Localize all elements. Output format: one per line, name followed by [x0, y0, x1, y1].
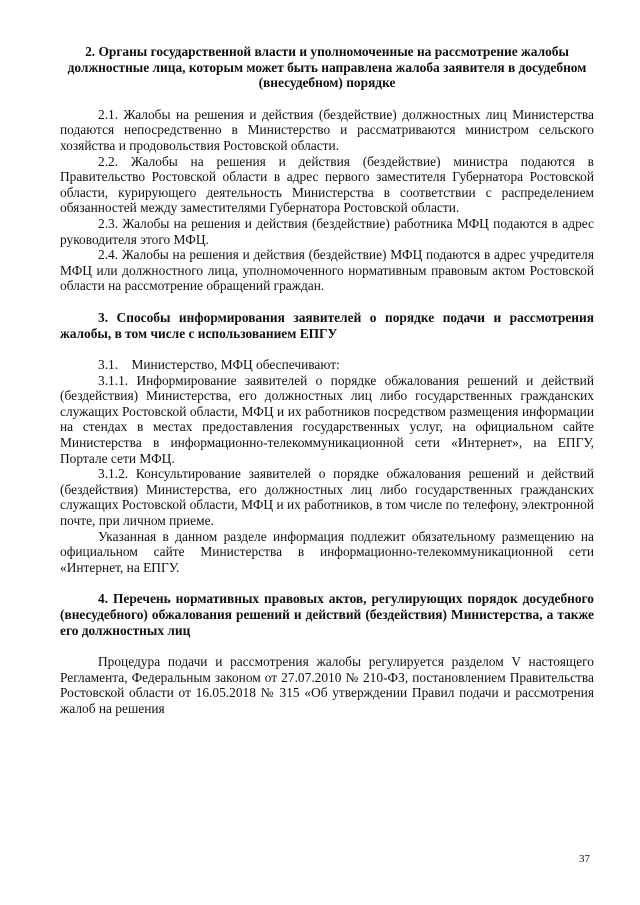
- section-3-heading: 3. Способы информирования заявителей о порядке подачи и рассмотрения жалобы, в том числе с использованием ЕПГУ: [60, 309, 594, 341]
- section-4-heading: 4. Перечень нормативных правовых актов, регулирующих порядок досудебного (внесудебного) обжалования решений и действий (бездействия) Министерства, а также его должностных лиц: [60, 591, 594, 638]
- paragraph-3-1: 3.1. Министерство, МФЦ обеспечивают:: [98, 357, 340, 373]
- paragraph-2-3: 2.3. Жалобы на решения и действия (бездействие) работника МФЦ подаются в адрес руководителя этого МФЦ.: [60, 215, 594, 247]
- paragraph-3-1-1: 3.1.1. Информирование заявителей о порядке обжалования решений и действий (бездействия) Министерства, его должностных лиц либо государственных гражданских служащих Ростовской области, МФЦ и их работников посредством размещения информации на стендах в местах предоставления государственных услуг, на официальном сайте Министерства в информационно-телекоммуникационной сети «Интернет», на ЕПГУ, Портале сети МФЦ.: [60, 372, 594, 466]
- paragraph-2-1: 2.1. Жалобы на решения и действия (бездействие) должностных лиц Министерства подаются непосредственно в Министерство и рассматриваются министром сельского хозяйства и продовольствия Ростовской области.: [60, 106, 594, 153]
- document-page: [60, 44, 594, 717]
- paragraph-4-1: Процедура подачи и рассмотрения жалобы регулируется разделом V настоящего Регламента, Федеральным законом от 27.07.2010 № 210-ФЗ, постановлением Правительства Ростовской области от 16.05.2018 № 315 «Об утверждении Правил подачи и рассмотрения жалоб на решения: [60, 654, 594, 716]
- paragraph-2-4: 2.4. Жалобы на решения и действия (бездействие) МФЦ подаются в адрес учредителя МФЦ или должностного лица, уполномоченного нормативным правовым актом Ростовской области на рассмотрение обращений граждан.: [60, 247, 594, 294]
- paragraph-3-1-2: 3.1.2. Консультирование заявителей о порядке обжалования решений и действий (бездействия) Министерства, его должностных лиц либо государственных гражданских служащих Ростовской области, МФЦ и их работников, в том числе по телефону, электронной почте, при личном приеме.: [60, 466, 594, 529]
- section-2-heading: 2. Органы государственной власти и уполномоченные на рассмотрение жалобы должностные лица, которым может быть направлена жалоба заявителя в досудебном (внесудебном) порядке: [67, 44, 587, 91]
- paragraph-3-note: Указанная в данном разделе информация подлежит обязательному размещению на официальном сайте Министерства в информационно-телекоммуникационной сети «Интернет, на ЕПГУ.: [60, 528, 594, 575]
- paragraph-2-2: 2.2. Жалобы на решения и действия (бездействие) министра подаются в Правительство Ростовской области в адрес первого заместителя Губернатора Ростовской области, курирующего деятельность Министерства в соответствии с распределением обязанностей между заместителями Губернатора Ростовской области.: [60, 153, 594, 216]
- page-number: 37: [579, 853, 590, 865]
